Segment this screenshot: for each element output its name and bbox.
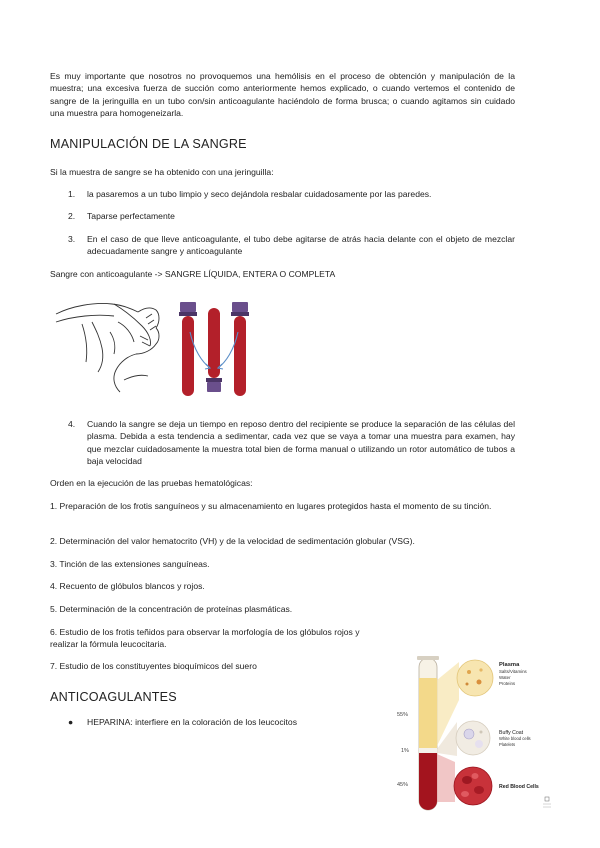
section-title-manipulacion: MANIPULACIÓN DE LA SANGRE: [50, 137, 247, 151]
red-cells-magnified-icon: [454, 767, 492, 805]
step-number: 1.: [68, 189, 76, 199]
order-item-3: 3. Tinción de las extensiones sanguíneas.: [50, 559, 210, 569]
buffy-coat-magnified-icon: [456, 721, 490, 755]
step-text: Taparse perfectamente: [87, 211, 175, 221]
intro-paragraph: Es muy importante que nosotros no provoquemos una hemólisis en el proceso de obtención y manipulación de la muestra; una excesiva fuerza de succión como anteriormente hemos explicado, o cuando vertemos el contenido de sangre de la jeringuilla en un tubo con/sin anticoagulante haciéndolo de forma brusca; o cuando agitamos sin cuidado una muestra para homogeneizarla.: [50, 71, 515, 119]
buffy-sub-1: White blood cells: [499, 736, 531, 741]
tube-middle-icon: [206, 308, 222, 392]
plasma-label: Plasma: [499, 662, 520, 668]
watermark-icon: [543, 797, 551, 807]
order-item-2: 2. Determinación del valor hematocrito (VH) y de la velocidad de sedimentación globular (VSG).: [50, 536, 415, 546]
bullet-icon: ●: [68, 717, 74, 727]
plasma-sub-2: Water: [499, 675, 511, 680]
tube-left-icon: [179, 302, 197, 396]
plasma-magnified-icon: [457, 660, 493, 696]
buffy-sub-2: Platelets: [499, 742, 516, 747]
bullet-text: HEPARINA: interfiere en la coloración de los leucocitos: [87, 717, 298, 727]
step-number: 4.: [68, 419, 76, 429]
pct-red: 45%: [397, 782, 409, 788]
plasma-sub-1: Salts/Vitamins: [499, 669, 527, 674]
order-item-1: 1. Preparación de los frotis sanguíneos y su almacenamiento en lugares protegidos hasta el momento de su tinción.: [50, 501, 492, 511]
hand-sketch-icon: [56, 303, 159, 392]
pct-plasma: 55%: [397, 712, 409, 718]
order-lead: Orden en la ejecución de las pruebas hematológicas:: [50, 478, 253, 488]
test-tube-icon: [417, 656, 439, 810]
step-text: la pasaremos a un tubo limpio y seco dejándola resbalar cuidadosamente por las paredes.: [87, 189, 432, 199]
section1-lead: Si la muestra de sangre se ha obtenido con una jeringuilla:: [50, 167, 274, 177]
red-cells-label: Red Blood Cells: [499, 784, 539, 790]
tube-mixing-figure: [52, 292, 262, 400]
buffy-label: Buffy Coat: [499, 730, 524, 736]
tube-mixing-illustration: [52, 292, 262, 400]
pct-buffy: 1%: [401, 748, 409, 754]
step-text: Cuando la sangre se deja un tiempo en reposo dentro del recipiente se produce la separación de las células del plasma. Debida a esta tendencia a sedimentar, cada vez que se vaya a tomar una muestra para examen, hay que mezclar cuidadosamente la muestra total bien de forma manual o utilizando un rotor automático de tubos a baja velocidad: [87, 419, 515, 467]
step-text: En el caso de que lleve anticoagulante, el tubo debe agitarse de atrás hacia delante con el objeto de mezclar adecuadamente sangre y anticoagulante: [87, 234, 515, 257]
order-item-5: 5. Determinación de la concentración de proteínas plasmáticas.: [50, 604, 293, 614]
plasma-sub-3: Proteins: [499, 681, 516, 686]
order-item-7: 7. Estudio de los constituyentes bioquímicos del suero: [50, 661, 257, 671]
blood-components-illustration: [395, 652, 555, 822]
order-item-6: 6. Estudio de los frotis teñidos para observar la morfología de los glóbulos rojos y realizar la fórmula leucocitaria.: [50, 627, 360, 650]
blood-components-figure: [395, 652, 555, 822]
anticoagulant-note: Sangre con anticoagulante -> SANGRE LÍQUIDA, ENTERA O COMPLETA: [50, 269, 336, 279]
step-number: 2.: [68, 211, 76, 221]
order-item-4: 4. Recuento de glóbulos blancos y rojos.: [50, 581, 205, 591]
step-number: 3.: [68, 234, 76, 244]
section-title-anticoagulantes: ANTICOAGULANTES: [50, 690, 177, 704]
tube-right-icon: [231, 302, 249, 396]
